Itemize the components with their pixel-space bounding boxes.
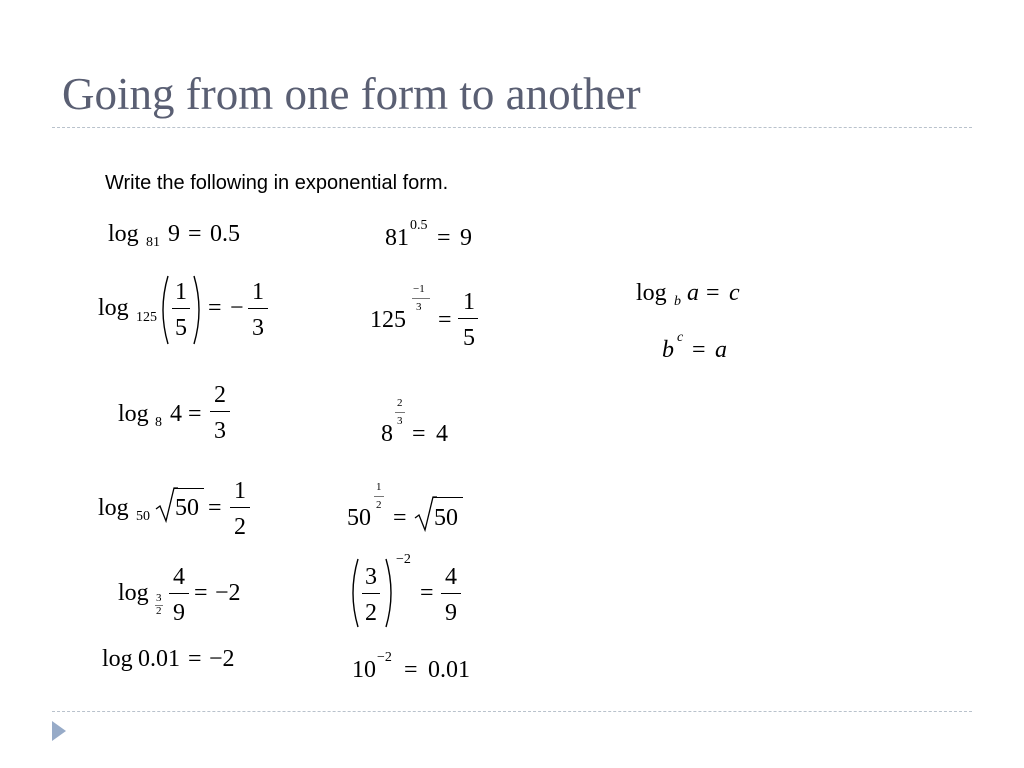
equals-sign: = <box>208 495 222 521</box>
exp-base: 81 <box>385 225 409 251</box>
fraction-bar <box>248 308 268 309</box>
log-value: 0.5 <box>210 221 240 247</box>
equals-sign: = <box>194 580 208 606</box>
equals-sign: = <box>438 307 452 333</box>
equals-sign: = <box>706 280 720 306</box>
arg-denominator: 9 <box>173 600 185 626</box>
fraction-bar <box>230 507 250 508</box>
exponent: c <box>677 330 684 345</box>
equals-sign: = <box>188 401 202 427</box>
log-argument: a <box>687 280 699 306</box>
log-base: 81 <box>146 235 160 250</box>
exp-base: 8 <box>381 421 393 447</box>
fraction-bar <box>210 411 230 412</box>
exponent-bar <box>412 298 430 299</box>
exp-base: b <box>662 337 674 363</box>
equals-sign: = <box>393 505 407 531</box>
log-value: c <box>729 280 740 306</box>
log-label: log <box>98 295 129 321</box>
exponent-bar <box>374 496 384 497</box>
fraction-bar <box>169 593 189 594</box>
arg-numerator: 1 <box>175 279 187 305</box>
equals-sign: = <box>420 580 434 606</box>
exponent: −2 <box>396 552 411 567</box>
log-label: log <box>118 401 149 427</box>
result-denominator: 5 <box>463 325 475 351</box>
right-paren <box>192 276 204 344</box>
value-denominator: 3 <box>252 315 264 341</box>
log-argument: 4 <box>170 401 182 427</box>
footer-divider <box>52 711 972 712</box>
exponent-numerator: 1 <box>376 481 382 493</box>
log-argument: 0.01 <box>138 646 180 672</box>
log-base: b <box>674 294 681 309</box>
log-label: log <box>98 495 129 521</box>
value-denominator: 3 <box>214 418 226 444</box>
equals-sign: = <box>188 221 202 247</box>
fraction-bar <box>362 593 380 594</box>
exp-base: 50 <box>347 505 371 531</box>
exponent-denominator: 2 <box>376 499 382 511</box>
radical-bar <box>174 488 204 489</box>
fraction-bar <box>458 318 478 319</box>
exponent-denominator: 3 <box>416 301 422 313</box>
instruction-text: Write the following in exponential form. <box>105 172 449 194</box>
log-label: log <box>108 221 139 247</box>
log-base: 50 <box>136 509 150 524</box>
slide-title: Going from one form to another <box>62 69 641 119</box>
exp-result: 4 <box>436 421 448 447</box>
result-numerator: 4 <box>445 564 457 590</box>
right-paren <box>384 559 396 627</box>
equals-sign: = <box>188 646 202 672</box>
base-denominator: 2 <box>365 600 377 626</box>
radicand: 50 <box>434 505 458 531</box>
log-argument: 9 <box>168 221 180 247</box>
base-numerator: 3 <box>156 592 162 604</box>
log-value: −2 <box>215 580 241 606</box>
exp-result: 9 <box>460 225 472 251</box>
equals-sign: = <box>404 657 418 683</box>
exp-result: 0.01 <box>428 657 470 683</box>
exponent: −2 <box>377 650 392 665</box>
log-value: −2 <box>209 646 235 672</box>
title-divider <box>52 127 972 128</box>
exp-base: 10 <box>352 657 376 683</box>
exponent-numerator: 2 <box>397 397 403 409</box>
equals-sign: = <box>692 337 706 363</box>
radicand: 50 <box>175 495 199 521</box>
equals-sign: = <box>437 225 451 251</box>
base-numerator: 3 <box>365 564 377 590</box>
value-numerator: 1 <box>234 478 246 504</box>
left-paren <box>158 276 170 344</box>
fraction-bar <box>172 308 190 309</box>
exp-base: 125 <box>370 307 406 333</box>
value-numerator: 2 <box>214 382 226 408</box>
exponent-denominator: 3 <box>397 415 403 427</box>
value-denominator: 2 <box>234 514 246 540</box>
log-base: 125 <box>136 310 157 325</box>
base-denominator: 2 <box>156 605 162 617</box>
left-paren <box>348 559 360 627</box>
exponent-bar <box>395 412 405 413</box>
arg-denominator: 5 <box>175 315 187 341</box>
radical-sign <box>156 487 176 525</box>
exponent-numerator: −1 <box>413 283 425 295</box>
fraction-bar <box>441 593 461 594</box>
radical-sign <box>415 496 435 534</box>
log-base: 8 <box>155 415 162 430</box>
result-denominator: 9 <box>445 600 457 626</box>
exp-result: a <box>715 337 727 363</box>
next-slide-arrow-icon[interactable] <box>52 721 66 741</box>
radical-bar <box>433 497 463 498</box>
equals-sign: = <box>412 421 426 447</box>
equals-sign: = <box>208 295 222 321</box>
result-numerator: 1 <box>463 289 475 315</box>
log-label: log <box>636 280 667 306</box>
minus-sign: − <box>230 295 244 321</box>
log-label: log <box>118 580 149 606</box>
value-numerator: 1 <box>252 279 264 305</box>
log-label: log <box>102 646 133 672</box>
exponent: 0.5 <box>410 218 428 233</box>
arg-numerator: 4 <box>173 564 185 590</box>
